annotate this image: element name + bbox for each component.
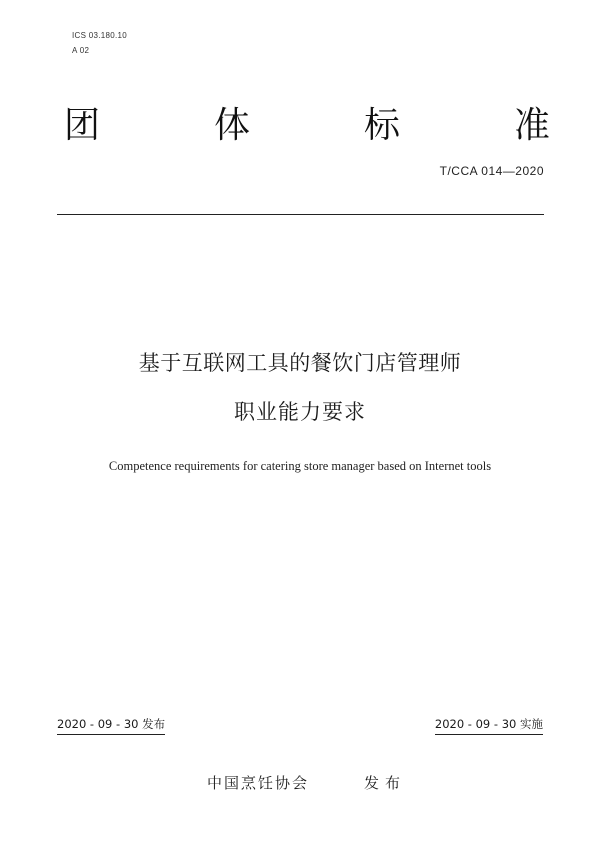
english-title: Competence requirements for catering store manager based on Internet tools bbox=[108, 459, 492, 473]
publisher-action: 发布 bbox=[364, 774, 407, 792]
header-divider bbox=[57, 214, 544, 215]
publisher-name: 中国烹饪协会 bbox=[207, 774, 310, 792]
ics-code: ICS 03.180.10 bbox=[72, 31, 128, 40]
title-char-1: 团 bbox=[64, 105, 101, 146]
title-char-4: 准 bbox=[513, 105, 550, 146]
standard-number: T/CCA 014—2020 bbox=[439, 164, 544, 178]
standard-type-title bbox=[64, 104, 550, 148]
title-char-3: 标 bbox=[363, 105, 400, 146]
chinese-title-line-2: 职业能力要求 bbox=[234, 400, 366, 424]
issue-date: 2020 - 09 - 30 发布 bbox=[57, 717, 165, 735]
title-char-2: 体 bbox=[213, 105, 250, 146]
chinese-title-line-1: 基于互联网工具的餐饮门店管理师 bbox=[138, 351, 462, 375]
implementation-date: 2020 - 09 - 30 实施 bbox=[435, 717, 543, 735]
ccs-code: A 02 bbox=[72, 46, 90, 55]
